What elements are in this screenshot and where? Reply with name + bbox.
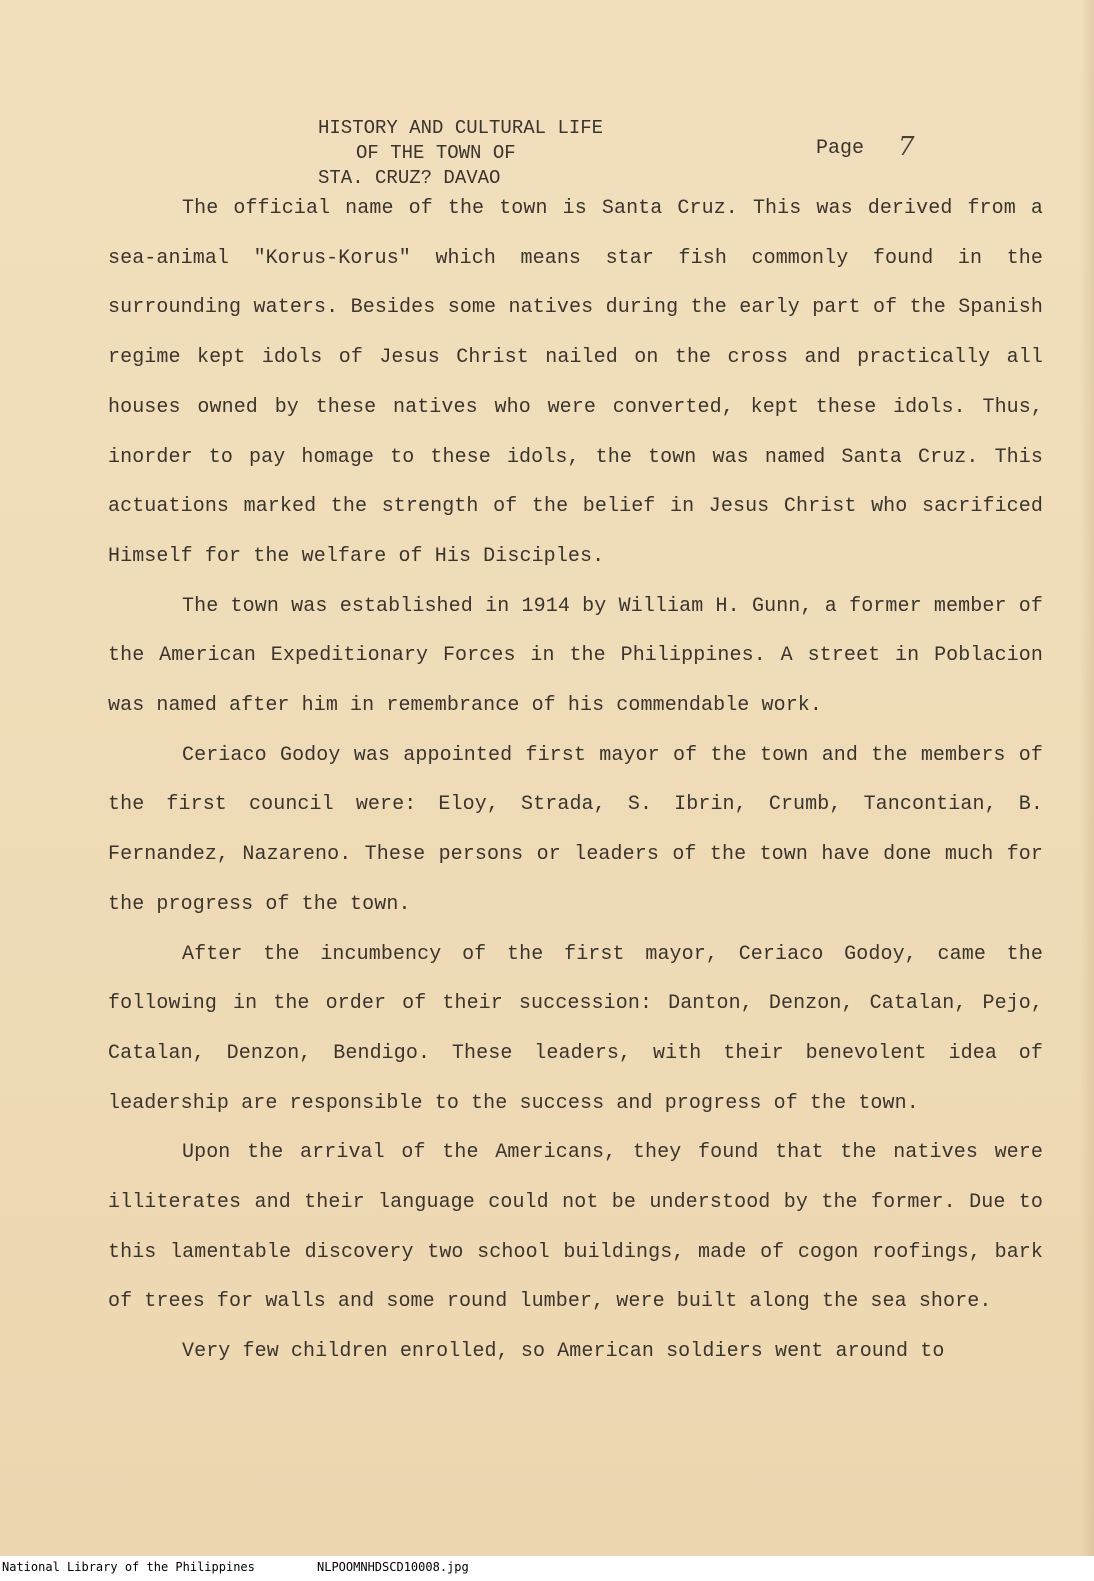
document-body <box>108 184 1043 1377</box>
library-credit: National Library of the Philippines <box>2 1560 255 1574</box>
title-line-1: HISTORY AND CULTURAL LIFE <box>318 117 604 139</box>
paragraph-establishment: The town was established in 1914 by William H. Gunn, a former member of the American Expeditionary Forces in the Philippines. A street in Poblacion was named after him in remembrance of his commendable work. <box>108 594 1043 718</box>
paragraph-name-origin: The official name of the town is Santa Cruz. This was derived from a sea-animal "Korus-Korus" which means star fish commonly found in the surrounding waters. Besides some natives during the early part of the Spanish regime kept idols of Jesus Christ nailed on the cross and practically all houses owned by these natives who were converted, kept these idols. Thus, inorder to pay homage to these idols, the town was named Santa Cruz. This actuations marked the strength of the belief in Jesus Christ who sacrificed Himself for the welfare of His Disciples. <box>108 197 1043 568</box>
file-name: NLPOOMNHDSCD10008.jpg <box>317 1560 469 1574</box>
page-number: 7 <box>898 132 915 162</box>
paragraph-first-mayor: Ceriaco Godoy was appointed first mayor of the town and the members of the first council were: Eloy, Strada, S. Ibrin, Crumb, Tancontian, B. Fernandez, Nazareno. These persons or leaders of the town have done much for the progress of the town. <box>108 743 1043 916</box>
image-caption-bar <box>0 1556 1094 1581</box>
paragraph-enrollment: Very few children enrolled, so American soldiers went around to <box>182 1340 945 1364</box>
title-line-2: OF THE TOWN OF <box>356 142 516 164</box>
page-label: Page <box>816 137 865 160</box>
title-line-3: STA. CRUZ? DAVAO <box>318 167 501 189</box>
paragraph-schools: Upon the arrival of the Americans, they found that the natives were illiterates and their language could not be understood by the former. Due to this lamentable discovery two school buildings, made of cogon roofings, bark of trees for walls and some round lumber, were built along the sea shore. <box>108 1141 1043 1314</box>
paragraph-succession: After the incumbency of the first mayor, Ceriaco Godoy, came the following in the order of their succession: Danton, Denzon, Catalan, Pejo, Catalan, Denzon, Bendigo. These leaders, with their benevolent idea of leadership are responsible to the success and progress of the town. <box>108 942 1043 1115</box>
